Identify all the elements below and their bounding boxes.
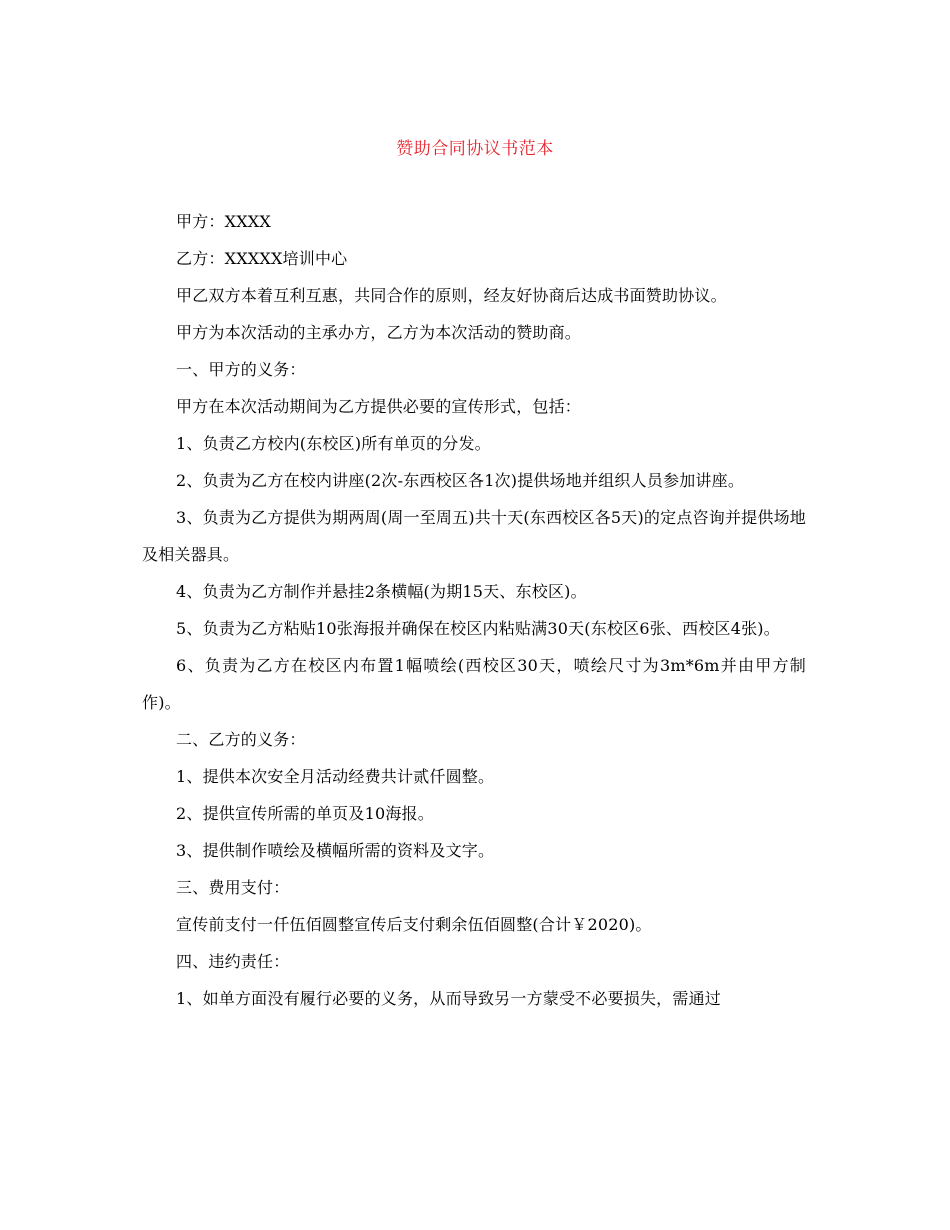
section-heading-breach: 四、违约责任： [176,952,290,971]
party-a-duty-6: 6、负责为乙方在校区内布置1幅喷绘(西校区30天，喷绘尺寸为3m*6m并由甲方制作)。 [142,656,806,712]
document-body [142,203,806,1017]
section-heading-party-b: 二、乙方的义务： [176,730,306,749]
party-a-duty-1: 1、负责乙方校内(东校区)所有单页的分发。 [176,434,491,453]
section-heading-party-a: 一、甲方的义务： [176,360,306,379]
payment-paragraph: 宣传前支付一仟伍佰圆整宣传后支付剩余伍佰圆整(合计￥2020)。 [176,915,652,934]
party-b-duty-3: 3、提供制作喷绘及横幅所需的资料及文字。 [176,841,495,860]
roles-paragraph: 甲方为本次活动的主承办方，乙方为本次活动的赞助商。 [176,323,582,342]
breach-clause-1: 1、如单方面没有履行必要的义务，从而导致另一方蒙受不必要损失，需通过 [176,989,721,1008]
party-a-duty-2: 2、负责为乙方在校内讲座(2次-东西校区各1次)提供场地并组织人员参加讲座。 [176,471,745,490]
section-heading-payment: 三、费用支付： [176,878,290,897]
party-a-duty-5: 5、负责为乙方粘贴10张海报并确保在校区内粘贴满30天(东校区6张、西校区4张)。 [176,619,780,638]
party-b-line: 乙方：XXXXX培训中心 [176,249,348,268]
party-b-duty-2: 2、提供宣传所需的单页及10海报。 [176,804,434,823]
party-a-duties-intro: 甲方在本次活动期间为乙方提供必要的宣传形式，包括： [176,397,582,416]
party-b-duty-1: 1、提供本次安全月活动经费共计贰仟圆整。 [176,767,495,786]
document-title: 赞助合同协议书范本 [396,139,554,159]
intro-paragraph: 甲乙双方本着互利互惠，共同合作的原则，经友好协商后达成书面赞助协议。 [176,286,727,305]
party-a-duty-3: 3、负责为乙方提供为期两周(周一至周五)共十天(东西校区各5天)的定点咨询并提供场地及相关器具。 [142,508,806,564]
party-a-duty-4: 4、负责为乙方制作并悬挂2条横幅(为期15天、东校区)。 [176,582,587,601]
party-a-line: 甲方：XXXX [176,212,271,231]
